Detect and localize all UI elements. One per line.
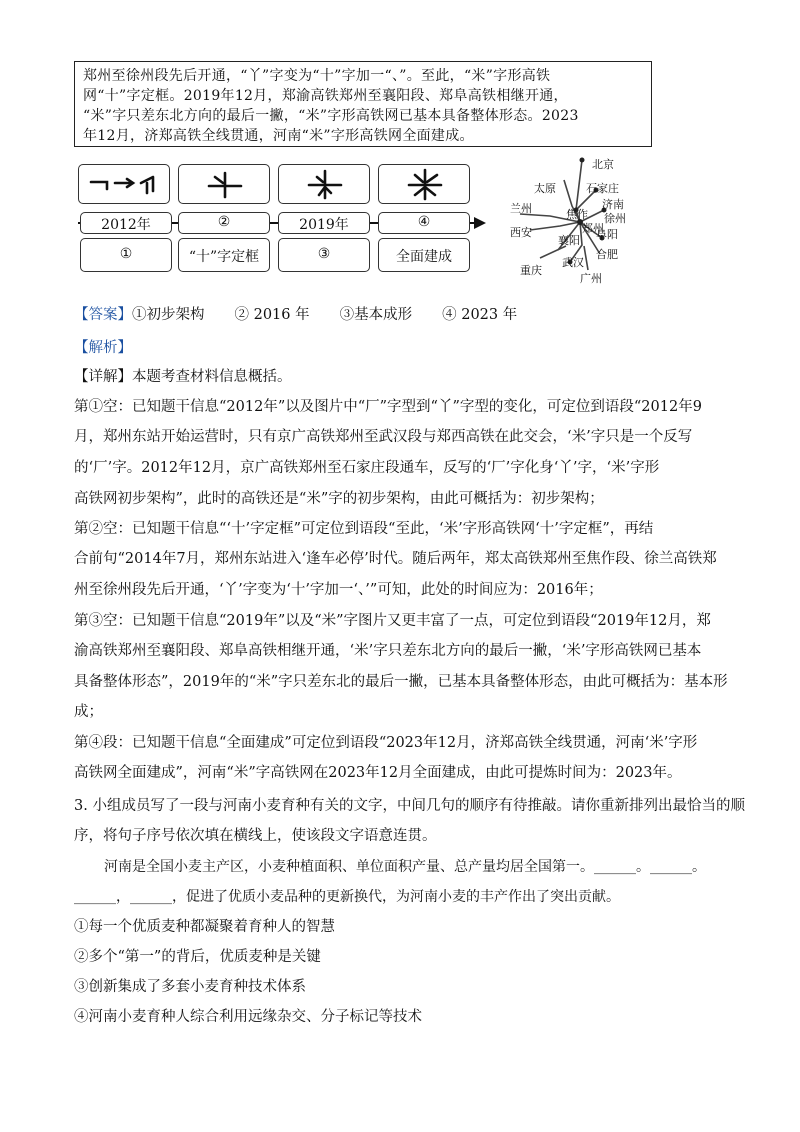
map-city: 兰州 [510,202,532,215]
map-city: 郑州 [582,222,604,235]
stage-cell [80,238,172,272]
year-cell [378,212,470,234]
answer-line [74,305,517,325]
question3-paragraph-line: ______，______，促进了优质小麦品种的更新换代，为河南小麦的丰产作出了突出贡献。 [74,889,620,905]
question3-line: 3. 小组成员写了一段与河南小麦育种有关的文字，中间几句的顺序有待推敲。请你重新排列出最恰当的顺 [74,798,745,814]
detail-intro-line [74,367,292,387]
question3-paragraph-line: 河南是全国小麦主产区，小麦种植面积、单位面积产量、总产量均居全国第一。______。______。 [104,859,706,875]
passage-line: 网“十”字定框。2019年12月，郑渝高铁郑州至襄阳段、郑阜高铁相继开通， [83,88,568,104]
detail-line: 第④段：已知题干信息“全面建成”可定位到语段“2023年12月，济郑高铁全线贯通，河南‘米’字形 [74,735,698,751]
stage-cell [278,238,370,272]
glyph-cell-2016 [178,164,270,204]
fan-chang-glyph-icon [79,165,169,203]
map-city: 西安 [510,226,532,239]
stage-label: “十”字定框 [188,249,260,265]
stage-label: 全面建成 [396,249,452,265]
detail-line: 高铁网全面建成”，河南“米”字高铁网在2023年12月全面建成，由此可提炼时间为：2023年。 [74,765,682,781]
answer-item: ④ 2023 年 [442,307,518,323]
year-label: 2019年 [299,217,349,233]
detail-line: 州至徐州段先后开通，‘丫’字变为‘十’字加一‘、’”可知，此处的时间应为：2016年； [74,582,603,598]
detail-line: 高铁网初步架构”，此时的高铁还是“米”字的初步架构，由此可概括为：初步架构； [74,491,604,507]
map-city: 广州 [580,272,602,285]
map-city: 济南 [602,198,624,211]
year-cell [278,212,370,234]
answer-item: ③基本成形 [339,307,413,323]
detail-intro: 本题考查材料信息概括。 [132,369,292,385]
detail-line: 月，郑州东站开始运营时，只有京广高铁郑州至武汉段与郑西高铁在此交会，‘米’字只是一个反写 [74,429,693,445]
map-city: 北京 [592,158,614,171]
analysis-tag: 【解析】 [74,340,132,356]
glyph-cell-2012 [78,164,170,204]
year-label: 2012年 [101,217,151,233]
answer-tag: 【答案】 [74,307,132,323]
detail-line: 第①空：已知题干信息“2012年”以及图片中“厂”字型到“丫”字型的变化，可定位到语段“2012年9 [74,399,702,415]
map-city: 徐州 [604,212,626,225]
year-blank-4: ④ [417,214,431,230]
year-cell [178,212,270,234]
stage-cell [378,238,470,272]
question3-line: 序，将句子序号依次填在横线上，使该段文字语意连贯。 [74,828,437,844]
answer-item: ①初步架构 [132,307,205,323]
ya-glyph-icon [179,165,269,203]
question3-option: ②多个“第一”的背后，优质麦种是关键 [74,949,321,965]
map-city: 阜阳 [596,228,618,241]
map-city: 合肥 [596,248,618,261]
map-city: 石家庄 [586,182,619,195]
detail-line: 渝高铁郑州至襄阳段、郑阜高铁相继开通，‘米’字只差东北方向的最后一撇，‘米’字形高铁网已基本 [74,643,702,659]
answer-item: ② 2016 年 [234,307,310,323]
question3-option: ④河南小麦育种人综合利用远缘杂交、分子标记等技术 [74,1009,422,1025]
shi-glyph-icon [279,165,369,203]
detail-line: 的‘厂’字。2012年12月，京广高铁郑州至石家庄段通车，反写的‘厂’字化身‘丫’字，‘米’字形 [74,460,660,476]
passage-line: “米”字只差东北方向的最后一撇，“米”字形高铁网已基本具备整体形态。2023 [83,108,579,124]
passage-box [74,61,652,147]
mi-glyph-icon [379,165,469,203]
map-city: 太原 [534,182,556,195]
question3-option: ③创新集成了多套小麦育种技术体系 [74,979,306,995]
detail-line: 合前句“2014年7月，郑州东站进入‘逢车必停’时代。随后两年，郑太高铁郑州至焦作段、徐兰高铁郑 [74,551,717,567]
glyph-cell-2019 [278,164,370,204]
detail-line: 具备整体形态”，2019年的“米”字只差东北的最后一撇，已基本具备整体形态，由此可概括为：基本形 [74,674,728,690]
stage-blank-1: ① [119,246,133,262]
passage-line: 郑州至徐州段先后开通，“丫”字变为“十”字加一“、”。至此，“米”字形高铁 [83,68,551,84]
map-city: 焦作 [566,208,588,221]
map-city: 襄阳 [558,234,580,247]
question3-option: ①每一个优质麦种都凝聚着育种人的智慧 [74,919,335,935]
passage-line: 年12月，济郑高铁全线贯通，河南“米”字形高铁网全面建成。 [83,128,474,144]
map-city: 重庆 [520,264,542,277]
rail-network-map [500,150,640,285]
stage-cell [178,238,270,272]
year-cell [80,212,172,234]
glyph-cell-2023 [378,164,470,204]
stage-blank-3: ③ [317,246,331,262]
timeline-diagram [78,164,488,276]
detail-line: 成； [74,704,103,720]
year-blank-2: ② [217,214,231,230]
detail-tag: 【详解】 [74,369,132,385]
detail-line: 第②空：已知题干信息“‘十’字定框”可定位到语段“至此，‘米’字形高铁网‘十’字定框”，再结 [74,521,654,537]
detail-line: 第③空：已知题干信息“2019年”以及“米”字图片又更丰富了一点，可定位到语段“2019年12月，郑 [74,613,711,629]
map-city: 武汉 [562,256,584,269]
